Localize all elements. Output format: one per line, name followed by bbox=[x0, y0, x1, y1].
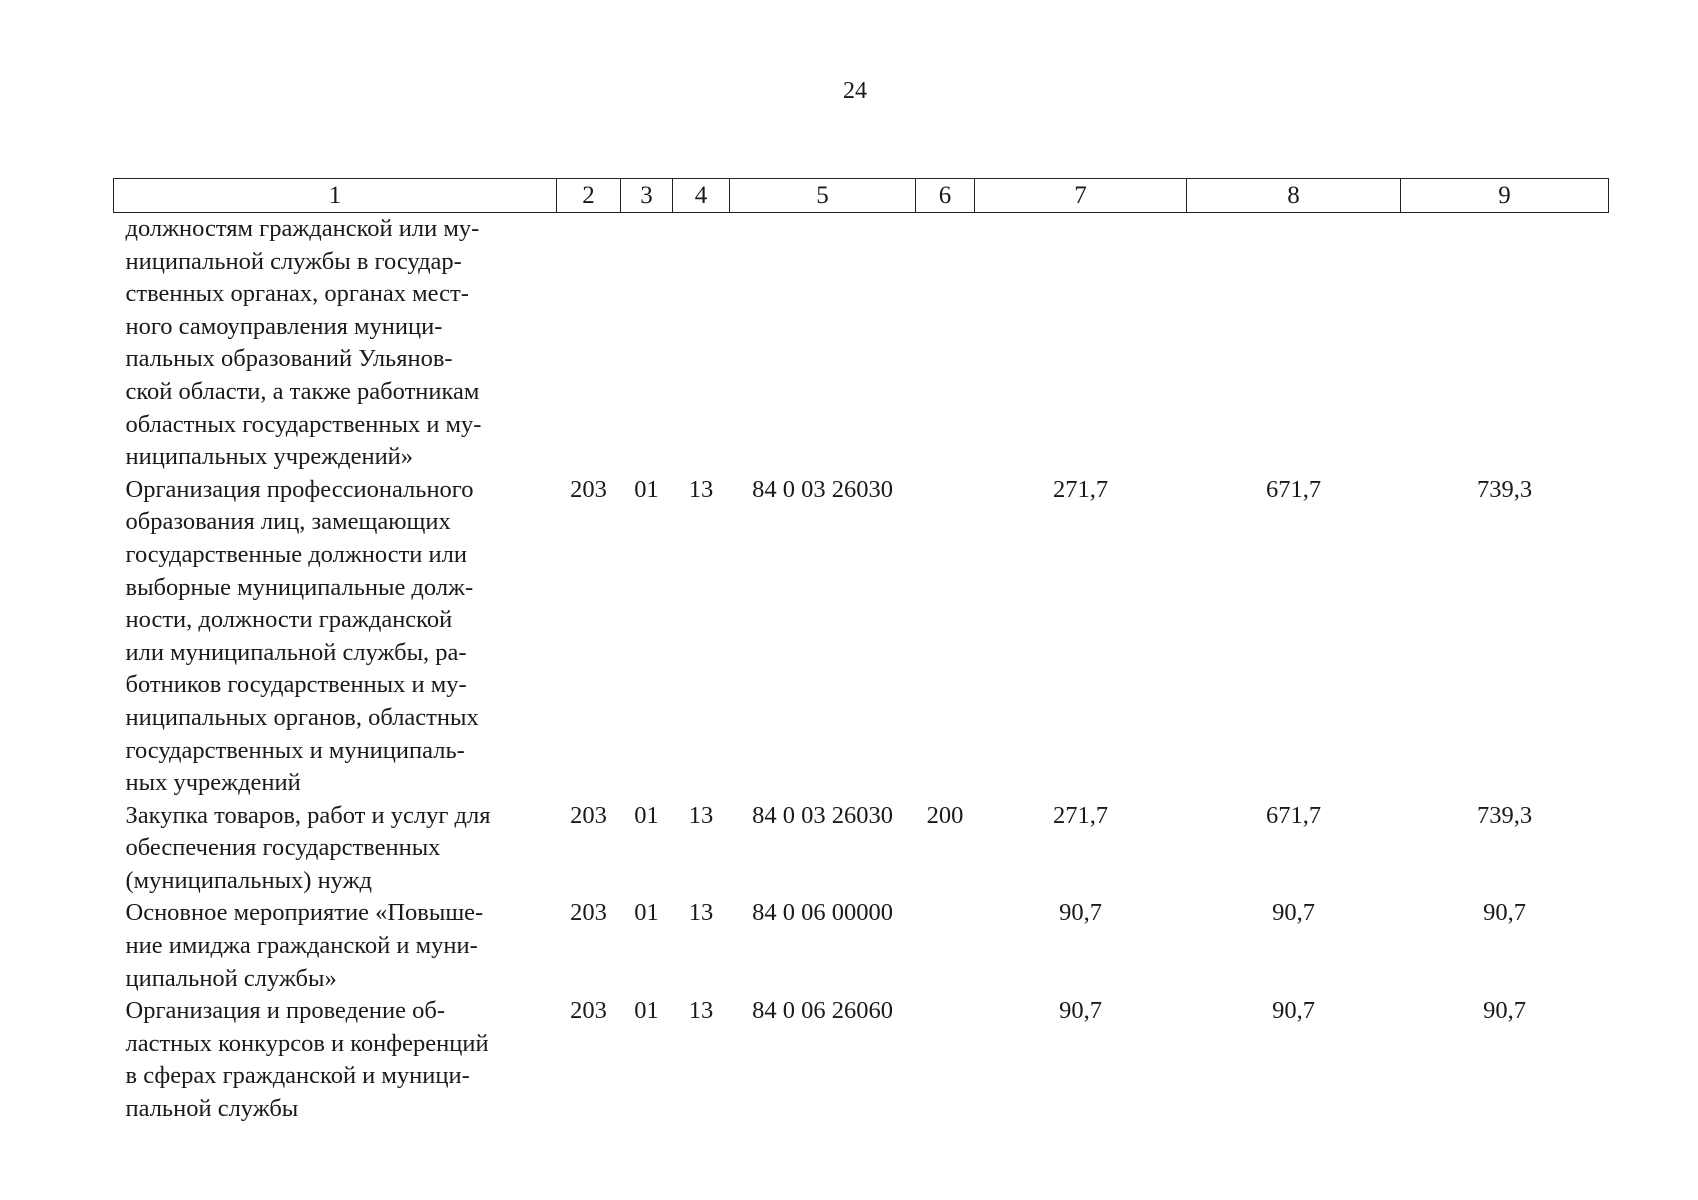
subsection-code-cell: 13 bbox=[688, 997, 714, 1025]
row-name-line: обеспечения государственных bbox=[125, 834, 441, 862]
row-name-line: пальной службы bbox=[125, 1095, 299, 1123]
row-name-line: ципальной службы» bbox=[125, 964, 337, 992]
amount-col8-cell: 671,7 bbox=[1265, 475, 1322, 503]
budget-table bbox=[113, 178, 1609, 1126]
amount-col7-cell: 90,7 bbox=[1059, 899, 1102, 927]
expense-type-cell bbox=[916, 897, 975, 995]
column-header-8: 8 bbox=[1187, 179, 1401, 213]
row-name-line: ниципальных учреждений» bbox=[125, 443, 414, 471]
table-body bbox=[114, 213, 1609, 1126]
subsection-code-cell: 13 bbox=[688, 801, 714, 829]
column-header-6: 6 bbox=[916, 179, 975, 213]
column-header-3: 3 bbox=[621, 179, 673, 213]
row-name-cell bbox=[114, 800, 557, 898]
table-row bbox=[114, 213, 1609, 474]
expense-type-cell bbox=[916, 213, 975, 474]
table-row bbox=[114, 995, 1609, 1125]
column-header-1: 1 bbox=[114, 179, 557, 213]
row-name-line: выборные муниципальные долж- bbox=[125, 573, 474, 601]
section-code-cell: 01 bbox=[634, 899, 659, 927]
row-name-line: ности, должности гражданской bbox=[125, 606, 453, 634]
chapter-code-cell: 203 bbox=[570, 801, 607, 829]
target-article-cell: 84 0 03 26030 bbox=[752, 475, 893, 503]
row-name-line: ластных конкурсов и конференций bbox=[125, 1029, 489, 1057]
row-name-line: ниципальных органов, областных bbox=[125, 703, 479, 731]
amount-col9-cell: 739,3 bbox=[1476, 475, 1533, 503]
column-header-2: 2 bbox=[557, 179, 621, 213]
chapter-code-cell: 203 bbox=[570, 997, 607, 1025]
table-row bbox=[114, 800, 1609, 898]
amount-col8-cell: 90,7 bbox=[1272, 997, 1315, 1025]
chapter-code-cell: 203 bbox=[570, 899, 607, 927]
row-name-cell bbox=[114, 995, 557, 1125]
amount-col7-cell: 271,7 bbox=[1052, 475, 1109, 503]
subsection-code-cell: 13 bbox=[688, 475, 714, 503]
amount-col8-cell: 671,7 bbox=[1265, 801, 1322, 829]
chapter-code-cell bbox=[557, 213, 621, 474]
row-name-line: Закупка товаров, работ и услуг для bbox=[125, 801, 491, 829]
amount-col9-cell: 90,7 bbox=[1483, 997, 1526, 1025]
column-header-9: 9 bbox=[1401, 179, 1609, 213]
row-name-line: Организация профессионального bbox=[125, 475, 474, 503]
chapter-code-cell: 203 bbox=[570, 475, 607, 503]
amount-col9-cell: 739,3 bbox=[1476, 801, 1533, 829]
table-row bbox=[114, 897, 1609, 995]
section-code-cell bbox=[621, 213, 673, 474]
target-article-cell: 84 0 06 26060 bbox=[752, 997, 893, 1025]
expense-type-cell: 200 bbox=[926, 801, 964, 829]
row-name-line: государственных и муниципаль- bbox=[125, 736, 465, 764]
amount-col7-cell: 271,7 bbox=[1052, 801, 1109, 829]
column-header-4: 4 bbox=[673, 179, 730, 213]
row-name-line: Организация и проведение об- bbox=[125, 997, 446, 1025]
row-name-line: ние имиджа гражданской и муни- bbox=[125, 932, 478, 960]
row-name-cell bbox=[114, 213, 557, 474]
row-name-line: ботников государственных и му- bbox=[125, 671, 467, 699]
header-row bbox=[114, 179, 1609, 213]
table-row bbox=[114, 474, 1609, 800]
subsection-code-cell: 13 bbox=[688, 899, 714, 927]
section-code-cell: 01 bbox=[634, 801, 659, 829]
amount-col9-cell: 90,7 bbox=[1483, 899, 1526, 927]
amount-col7-cell bbox=[975, 213, 1187, 474]
row-name-line: (муниципальных) нужд bbox=[125, 866, 372, 894]
row-name-line: ниципальной службы в государ- bbox=[125, 247, 462, 275]
expense-type-cell bbox=[916, 995, 975, 1125]
expense-type-cell bbox=[916, 474, 975, 800]
row-name-line: образования лиц, замещающих bbox=[125, 508, 451, 536]
section-code-cell: 01 bbox=[634, 475, 659, 503]
row-name-line: областных государственных и му- bbox=[125, 410, 482, 438]
amount-col8-cell: 90,7 bbox=[1272, 899, 1315, 927]
section-code-cell: 01 bbox=[634, 997, 659, 1025]
row-name-line: должностям гражданской или му- bbox=[125, 215, 480, 242]
table-header bbox=[114, 179, 1609, 213]
page-number: 24 bbox=[843, 78, 867, 104]
row-name-cell bbox=[114, 474, 557, 800]
amount-col8-cell bbox=[1187, 213, 1401, 474]
column-header-7: 7 bbox=[975, 179, 1187, 213]
row-name-line: ской области, а также работникам bbox=[125, 377, 480, 405]
row-name-line: пальных образований Ульянов- bbox=[125, 345, 453, 373]
row-name-cell bbox=[114, 897, 557, 995]
row-name-line: в сферах гражданской и муници- bbox=[125, 1062, 470, 1090]
row-name-line: Основное мероприятие «Повыше- bbox=[125, 899, 484, 927]
amount-col7-cell: 90,7 bbox=[1059, 997, 1102, 1025]
subsection-code-cell bbox=[673, 213, 730, 474]
target-article-cell: 84 0 03 26030 bbox=[752, 801, 893, 829]
target-article-cell: 84 0 06 00000 bbox=[752, 899, 893, 927]
target-article-cell bbox=[730, 213, 916, 474]
row-name-line: или муниципальной службы, ра- bbox=[125, 638, 467, 666]
column-header-5: 5 bbox=[730, 179, 916, 213]
row-name-line: ных учреждений bbox=[125, 769, 301, 797]
row-name-line: государственные должности или bbox=[125, 540, 467, 568]
row-name-line: ного самоуправления муници- bbox=[125, 312, 443, 340]
row-name-line: ственных органах, органах мест- bbox=[125, 280, 469, 308]
amount-col9-cell bbox=[1401, 213, 1609, 474]
